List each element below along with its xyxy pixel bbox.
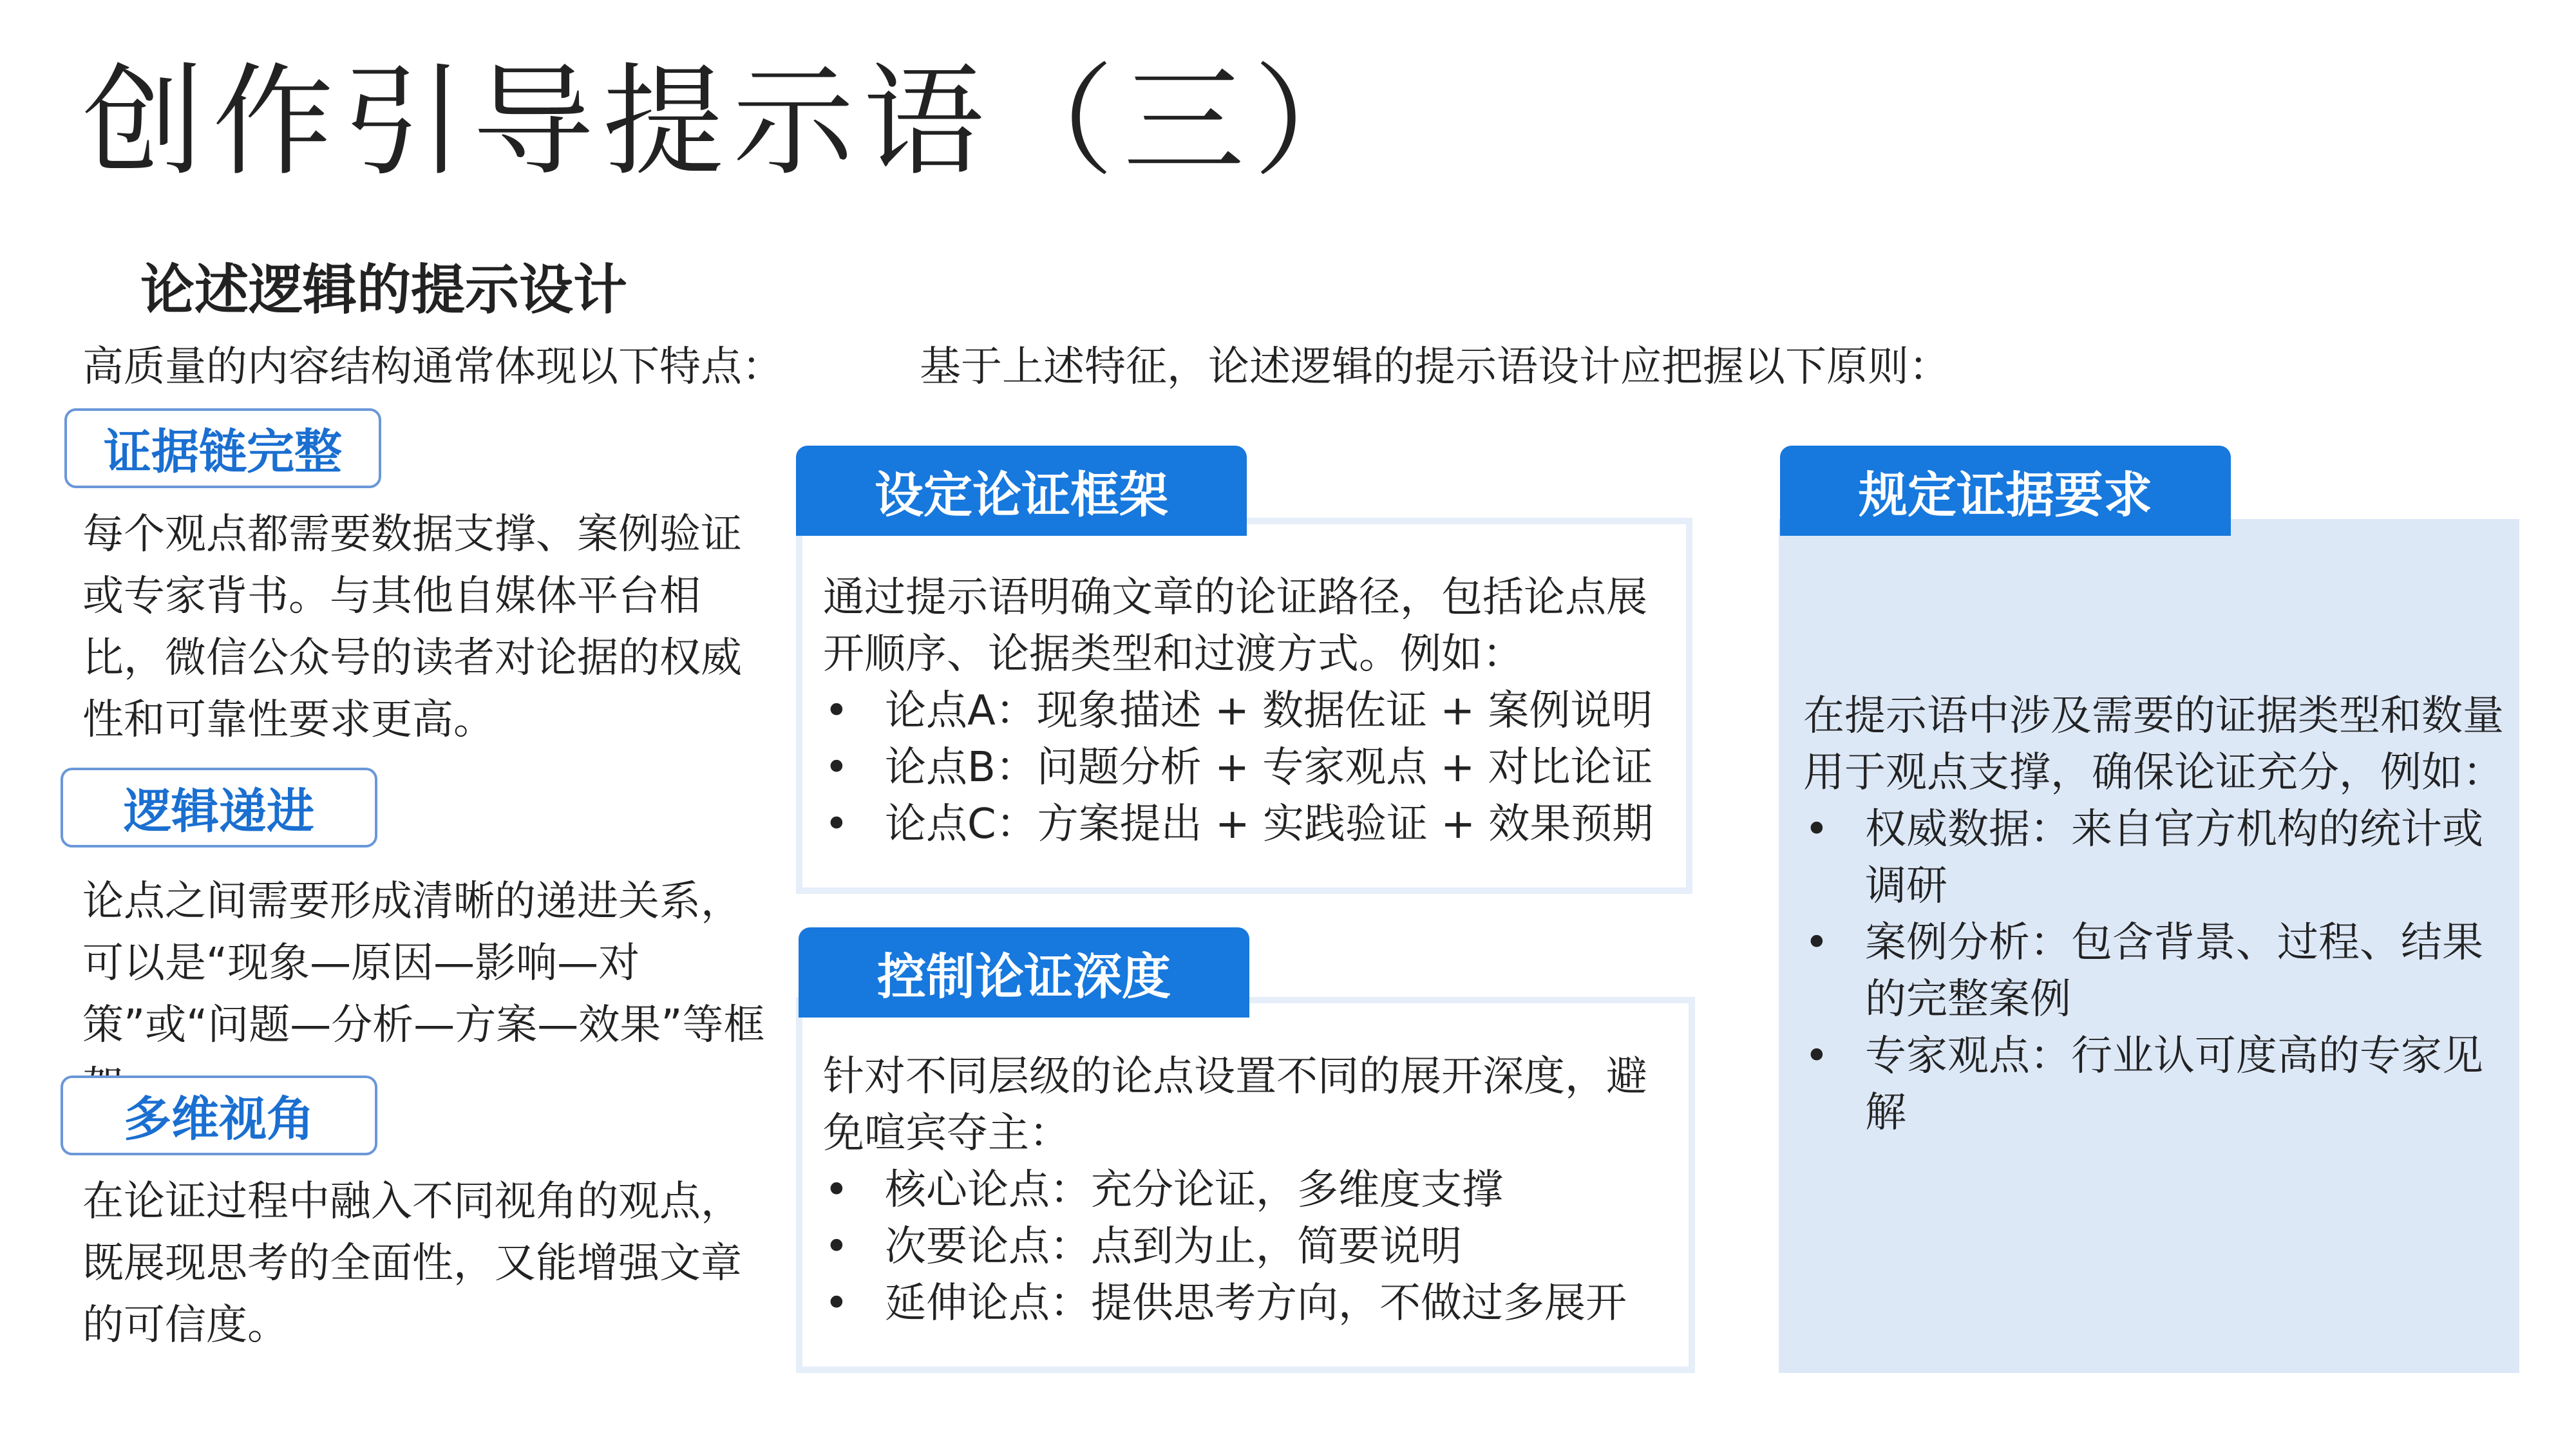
principle-panel-depth [796, 997, 1695, 1373]
principle-lead-evidence: 在提示语中涉及需要的证据类型和数量用于观点支撑，确保论证充分，例如： [1803, 692, 2504, 797]
feature-tag-multi-perspective: 多维视角 [61, 1075, 377, 1155]
principle-body-framework [823, 569, 1673, 853]
bullet-icon: • [824, 1166, 849, 1214]
list-item: • 论点B：问题分析 + 专家观点 + 对比论证 [823, 739, 1673, 796]
bullet-icon: • [824, 1280, 849, 1327]
feature-tag-evidence-chain: 证据链完整 [64, 408, 381, 488]
principle-lead-depth: 针对不同层级的论点设置不同的展开深度，避免喧宾夺主： [823, 1053, 1647, 1157]
bullet-icon: • [1804, 1032, 1829, 1080]
principle-list-framework [823, 683, 1673, 853]
feature-tag-logic-progression: 逻辑递进 [61, 768, 377, 848]
feature-text-evidence-chain: 每个观点都需要数据支撑、案例验证或专家背书。与其他自媒体平台相比，微信公众号的读者对论据的权威性和可靠性要求更高。 [82, 511, 742, 744]
list-item: • 权威数据：来自官方机构的统计或调研 [1803, 801, 2505, 914]
intro-features-text: 高质量的内容结构通常体现以下特点： [82, 343, 783, 391]
bullet-icon: • [824, 687, 849, 735]
principle-title-depth: 控制论证深度 [799, 927, 1249, 1018]
principle-list-evidence [1803, 801, 2505, 1141]
principle-list-depth [823, 1162, 1680, 1332]
list-item: • 核心论点：充分论证，多维度支撑 [823, 1162, 1680, 1218]
bullet-icon: • [824, 800, 849, 848]
principle-title-evidence: 规定证据要求 [1780, 446, 2231, 536]
bullet-icon: • [824, 744, 849, 791]
list-item: • 次要论点：点到为止，简要说明 [823, 1218, 1680, 1275]
principle-body-depth [823, 1048, 1680, 1332]
intro-principles-text: 基于上述特征，论述逻辑的提示语设计应把握以下原则： [920, 343, 1950, 391]
bullet-icon: • [824, 1223, 849, 1271]
section-subtitle: 论述逻辑的提示设计 [140, 258, 628, 321]
principle-lead-framework: 通过提示语明确文章的论证路径，包括论点展开顺序、论据类型和过渡方式。例如： [823, 574, 1647, 678]
principle-title-framework: 设定论证框架 [796, 446, 1247, 536]
list-item: • 专家观点：行业认可度高的专家见解 [1803, 1028, 2505, 1141]
list-item: • 案例分析：包含背景、过程、结果的完整案例 [1803, 914, 2505, 1028]
principle-body-evidence [1803, 688, 2505, 1141]
feature-text-logic-progression: 论点之间需要形成清晰的递进关系，可以是“现象—原因—影响—对策”或“问题—分析—方案—效果”等框 [82, 878, 765, 1049]
bullet-icon: • [1804, 806, 1829, 853]
list-item: • 论点C：方案提出 + 实践验证 + 效果预期 [823, 796, 1673, 853]
principle-panel-framework [796, 518, 1692, 894]
list-item: • 论点A：现象描述 + 数据佐证 + 案例说明 [823, 683, 1673, 739]
page-title: 创作引导提示语（三） [82, 52, 1383, 193]
principle-panel-evidence [1779, 519, 2519, 1373]
bullet-icon: • [1804, 919, 1829, 967]
list-item: • 延伸论点：提供思考方向，不做过多展开 [823, 1275, 1680, 1332]
feature-text-multi-perspective: 在论证过程中融入不同视角的观点，既展现思考的全面性，又能增强文章的可信度。 [82, 1178, 742, 1349]
